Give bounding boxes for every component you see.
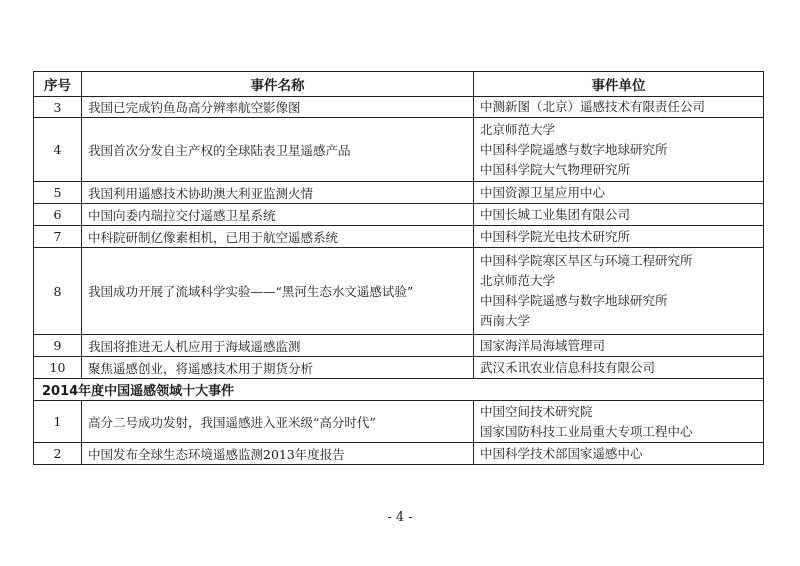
row-number: 3 [34, 97, 82, 118]
event-unit [474, 357, 764, 379]
event-name: 我国首次分发自主产权的全球陆表卫星遥感产品 [82, 118, 474, 182]
row-number: 1 [34, 401, 82, 443]
event-unit [474, 97, 764, 118]
event-name: 高分二号成功发射，我国遥感进入亚米级“高分时代” [82, 401, 474, 443]
event-unit [474, 443, 764, 465]
event-unit [474, 118, 764, 182]
unit-line: 中国科学技术部国家遥感中心 [480, 445, 643, 461]
table-header-row [34, 72, 764, 97]
events-table [33, 71, 764, 465]
header-unit: 事件单位 [474, 72, 764, 97]
unit-line: 中国长城工业集团有限公司 [480, 206, 631, 222]
unit-line: 中测新图（北京）遥感技术有限责任公司 [480, 99, 706, 114]
event-unit [474, 182, 764, 204]
table-row [34, 443, 764, 465]
unit-line: 中国科学院光电技术研究所 [480, 228, 631, 244]
event-unit [474, 335, 764, 357]
table-row [34, 204, 764, 226]
unit-line: 北京师范大学 [480, 121, 556, 137]
event-name: 中国发布全球生态环境遥感监测2013年度报告 [82, 443, 474, 465]
table-row [34, 226, 764, 248]
event-name: 我国将推进无人机应用于海域遥感监测 [82, 335, 474, 357]
table-body [34, 72, 764, 465]
event-name: 我国成功开展了流域科学实验——“黑河生态水文遥感试验” [82, 248, 474, 335]
row-number: 4 [34, 118, 82, 182]
header-num: 序号 [34, 72, 82, 97]
unit-line: 国家国防科技工业局重大专项工程中心 [480, 423, 693, 439]
row-number: 5 [34, 182, 82, 204]
unit-line: 西南大学 [480, 313, 531, 328]
event-unit [474, 401, 764, 443]
unit-line: 中国科学院遥感与数字地球研究所 [480, 293, 668, 308]
page-number: - 4 - [387, 510, 413, 525]
unit-line: 北京师范大学 [480, 273, 556, 288]
event-unit [474, 248, 764, 335]
row-number: 9 [34, 335, 82, 357]
unit-line: 中国科学院遥感与数字地球研究所 [480, 141, 668, 157]
row-number: 2 [34, 443, 82, 465]
table-row [34, 182, 764, 204]
event-name: 中科院研制亿像素相机，已用于航空遥感系统 [82, 226, 474, 248]
table-row [34, 97, 764, 118]
unit-line: 中国科学院寒区旱区与环境工程研究所 [480, 253, 693, 268]
unit-line: 中国资源卫星应用中心 [480, 184, 606, 200]
table-row [34, 357, 764, 379]
unit-line: 中国科学院大气物理研究所 [480, 161, 631, 177]
row-number: 7 [34, 226, 82, 248]
event-name: 聚焦遥感创业，将遥感技术用于期货分析 [82, 357, 474, 379]
section-row [34, 379, 764, 401]
event-unit [474, 226, 764, 248]
unit-line: 武汉禾讯农业信息科技有限公司 [480, 359, 656, 375]
unit-line: 国家海洋局海域管理司 [480, 337, 606, 353]
event-name: 我国利用遥感技术协助澳大利亚监测火情 [82, 182, 474, 204]
section-title: 2014年度中国遥感领域十大事件 [34, 379, 764, 401]
table-row [34, 401, 764, 443]
table-row [34, 335, 764, 357]
table-row [34, 248, 764, 335]
table-row [34, 118, 764, 182]
event-name: 我国已完成钓鱼岛高分辨率航空影像图 [82, 97, 474, 118]
event-name: 中国向委内瑞拉交付遥感卫星系统 [82, 204, 474, 226]
row-number: 6 [34, 204, 82, 226]
row-number: 8 [34, 248, 82, 335]
unit-line: 中国空间技术研究院 [480, 403, 593, 419]
event-unit [474, 204, 764, 226]
header-name: 事件名称 [82, 72, 474, 97]
row-number: 10 [34, 357, 82, 379]
